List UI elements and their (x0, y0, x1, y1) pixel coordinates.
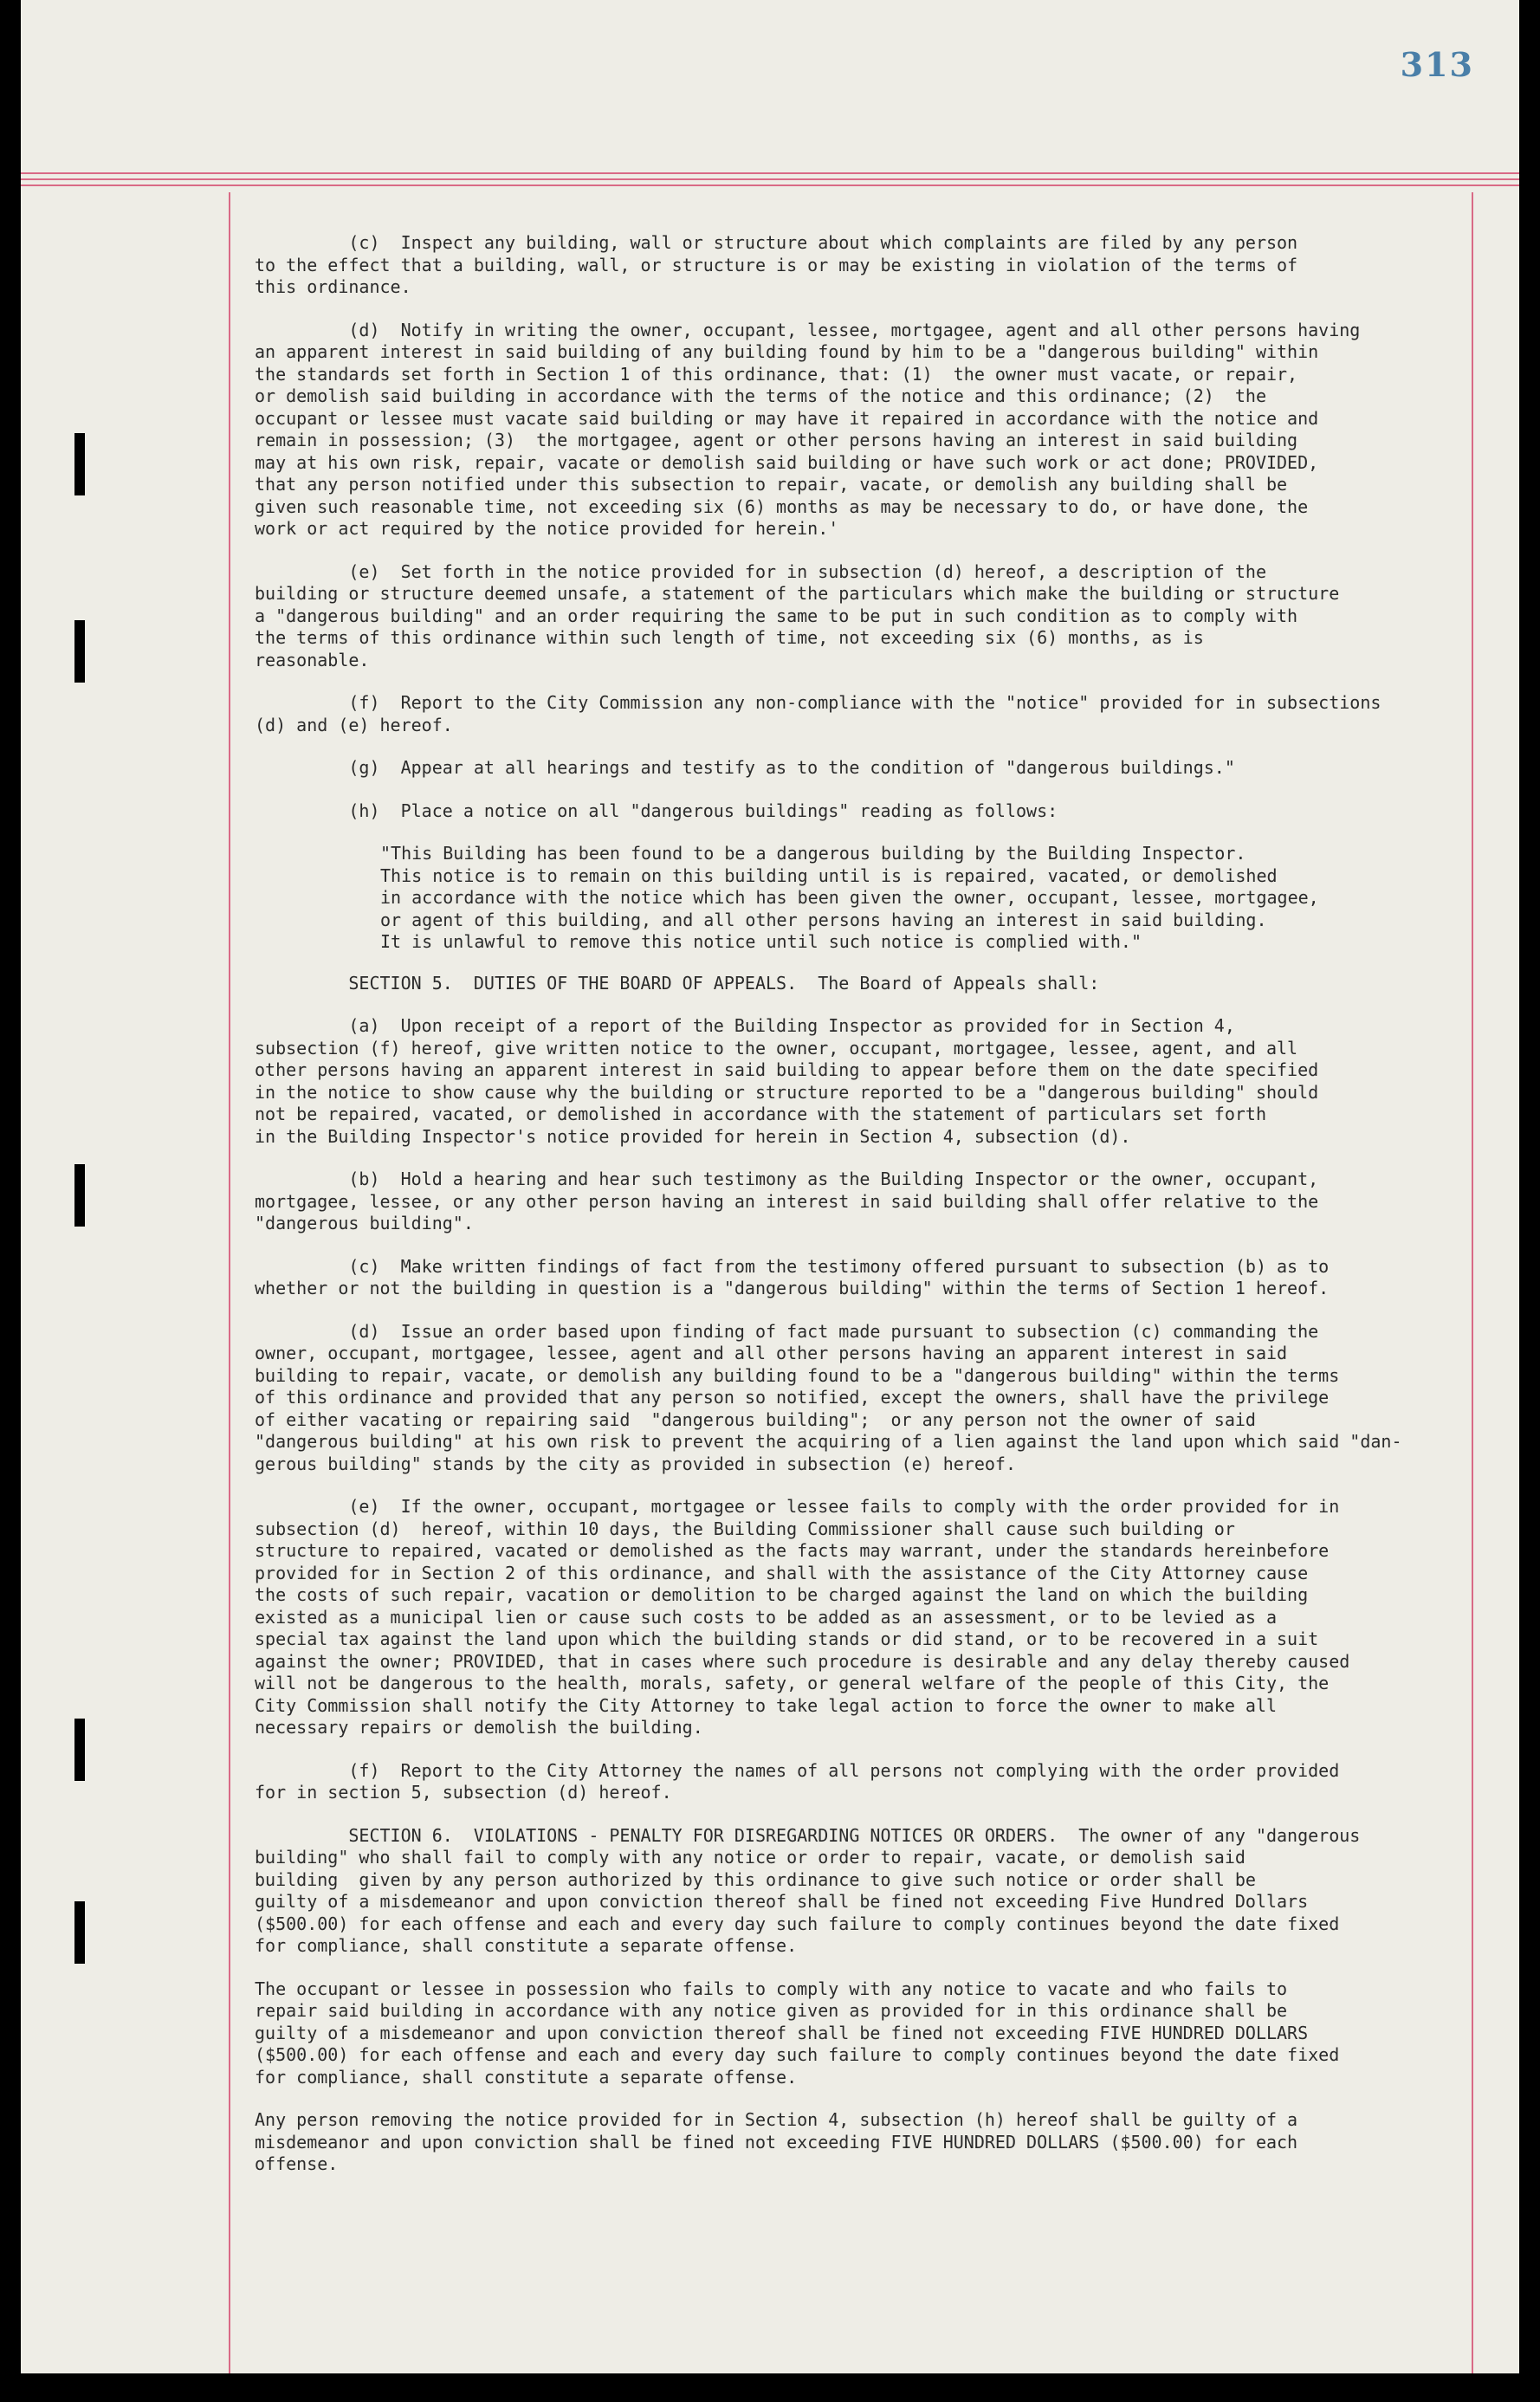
header-rule-middle (21, 178, 1519, 180)
paragraph-4f: (f) Report to the City Commission any non-compliance with the "notice" provided for in subsections (d) and (e) hereof. (255, 692, 1381, 735)
document-page (21, 0, 1519, 2373)
paragraph-5b: (b) Hold a hearing and hear such testimony as the Building Inspector or the owner, occupant, mortgagee, lessee, or any other person having an interest in said building shall offer relative to the "dangerous building". (255, 1169, 1319, 1233)
paragraph-4c: (c) Inspect any building, wall or structure about which complaints are filed by any person to the effect that a building, wall, or structure is or may be existing in violation of the terms of this ordinance. (255, 232, 1298, 297)
paragraph-4e: (e) Set forth in the notice provided for in subsection (d) hereof, a description of the building or structure deemed unsafe, a statement of the particulars which make the building or structure a "dangerous building" and an order requiring the same to be put in such condition as to comply with the terms of this ordinance within such length of time, not exceeding six (6) months, as is reasonable. (255, 560, 1340, 670)
binding-mark (74, 620, 85, 683)
paragraph-4d: (d) Notify in writing the owner, occupant, lessee, mortgagee, agent and all other persons having an apparent interest in said building of any building found by him to be a "dangerous building" within the standards set forth in Section 1 of this ordinance, that: (1) the owner must vacate, or repair, or demolish said building in accordance with the terms of the notice and this ordinance; (2) the occupant or lessee must vacate said building or may have it repaired in accordance with the notice and remain in possession; (3) the mortgagee, agent or other persons having an interest in said building may at his own risk, repair, vacate or demolish said building or have such work or act done; PROVIDED, that any person notified under this subsection to repair, vacate, or demolish any building shall be given such reasonable time, not exceeding six (6) months as may be necessary to do, or have done, the work or act required by the notice provided for herein.' (255, 319, 1361, 539)
header-rule-top (21, 172, 1519, 174)
paragraph-5e: (e) If the owner, occupant, mortgagee or lessee fails to comply with the order provided for in subsection (d) hereof, within 10 days, the Building Commissioner shall cause such building or structure to repaired, vacated or demolished as the facts may warrant, under the standards hereinbefore provided for in Section 2 of this ordinance, and shall with the assistance of the City Attorney cause the costs of such repair, vacation or demolition to be charged against the land on which the building existed as a municipal lien or cause such costs to be added as an assessment, or to be levied as a special tax against the land upon which the building stands or did stand, or to be recovered in a suit against the owner; PROVIDED, that in cases where such procedure is desirable and any delay thereby caused will not be dangerous to the health, morals, safety, or general welfare of the people of this City, the City Commission shall notify the City Attorney to take legal action to force the owner to make all necessary repairs or demolish the building. (255, 1496, 1350, 1738)
paragraph-4g: (g) Appear at all hearings and testify as to the condition of "dangerous buildings." (255, 757, 1235, 778)
notice-quote: "This Building has been found to be a dangerous building by the Building Inspector. This notice is to remain on this building until is is repaired, vacated, or demolished in accordance with the notice which has been given the owner, occupant, lessee, mortgagee, or agent of this building, and all other persons having an interest in said building. It is unlawful to remove this notice until such notice is complied with." (380, 843, 1319, 952)
header-rule-bottom (21, 185, 1519, 186)
paragraph-5c: (c) Make written findings of fact from the testimony offered pursuant to subsection (b) as to whether or not the building in question is a "dangerous building" within the terms of Section 1 hereof. (255, 1255, 1330, 1298)
ordinance-text (255, 232, 1467, 2197)
notice-removal-paragraph: Any person removing the notice provided for in Section 4, subsection (h) hereof shall be guilty of a misdemeanor and upon conviction shall be fined not exceeding FIVE HUNDRED DOLLARS ($500.00) for each offense. (255, 2109, 1298, 2174)
paragraph-5d: (d) Issue an order based upon finding of fact made pursuant to subsection (c) commanding the owner, occupant, mortgagee, lessee, agent and all other persons having an apparent interest in said building to repair, vacate, or demolish any building found to be a "dangerous building" within the terms of this ordinance and provided that any person so notified, except the owners, shall have the privilege of either vacating or repairing said "dangerous building"; or any person not the owner of said "dangerous building" at his own risk to prevent the acquiring of a lien against the land upon which said "dan- gerous building" stands by the city as provided in subsection (e) hereof. (255, 1320, 1402, 1474)
page-number: 313 (1400, 45, 1474, 84)
paragraph-5a: (a) Upon receipt of a report of the Building Inspector as provided for in Section 4, subsection (f) hereof, give written notice to the owner, occupant, mortgagee, lessee, agent, and all other persons having an apparent interest in said building to appear before them on the date specified in the notice to show cause why the building or structure reported to be a "dangerous building" should not be repaired, vacated, or demolished in accordance with the statement of particulars set forth in the Building Inspector's notice provided for herein in Section 4, subsection (d). (255, 1015, 1319, 1147)
section-6-paragraph: SECTION 6. VIOLATIONS - PENALTY FOR DISREGARDING NOTICES OR ORDERS. The owner of any "dangerous building" who shall fail to comply with any notice or order to repair, vacate, or demolish said building given by any person authorized by this ordinance to give such notice or order shall be guilty of a misdemeanor and upon conviction thereof shall be fined not exceeding Five Hundred Dollars ($500.00) for each offense and each and every day such failure to comply continues beyond the date fixed for compliance, shall constitute a separate offense. (255, 1824, 1361, 1956)
binding-mark (74, 1901, 85, 1964)
occupant-penalty-paragraph: The occupant or lessee in possession who fails to comply with any notice to vacate and who fails to repair said building in accordance with any notice given as provided for in this ordinance shall be guilty of a misdemeanor and upon conviction thereof shall be fined not exceeding FIVE HUNDRED DOLLARS ($500.00) for each offense and each and every day such failure to comply continues beyond the date fixed for compliance, shall constitute a separate offense. (255, 1978, 1340, 2088)
section-5-heading: SECTION 5. DUTIES OF THE BOARD OF APPEALS. The Board of Appeals shall: (255, 972, 1100, 994)
paragraph-4h: (h) Place a notice on all "dangerous buildings" reading as follows: (255, 800, 1058, 821)
binding-mark (74, 433, 85, 495)
binding-mark (74, 1164, 85, 1227)
binding-mark (74, 1719, 85, 1781)
right-margin-rule (1472, 192, 1473, 2373)
paragraph-5f: (f) Report to the City Attorney the names of all persons not complying with the order provided for in section 5, subsection (d) hereof. (255, 1759, 1340, 1803)
left-margin-rule (229, 192, 230, 2373)
